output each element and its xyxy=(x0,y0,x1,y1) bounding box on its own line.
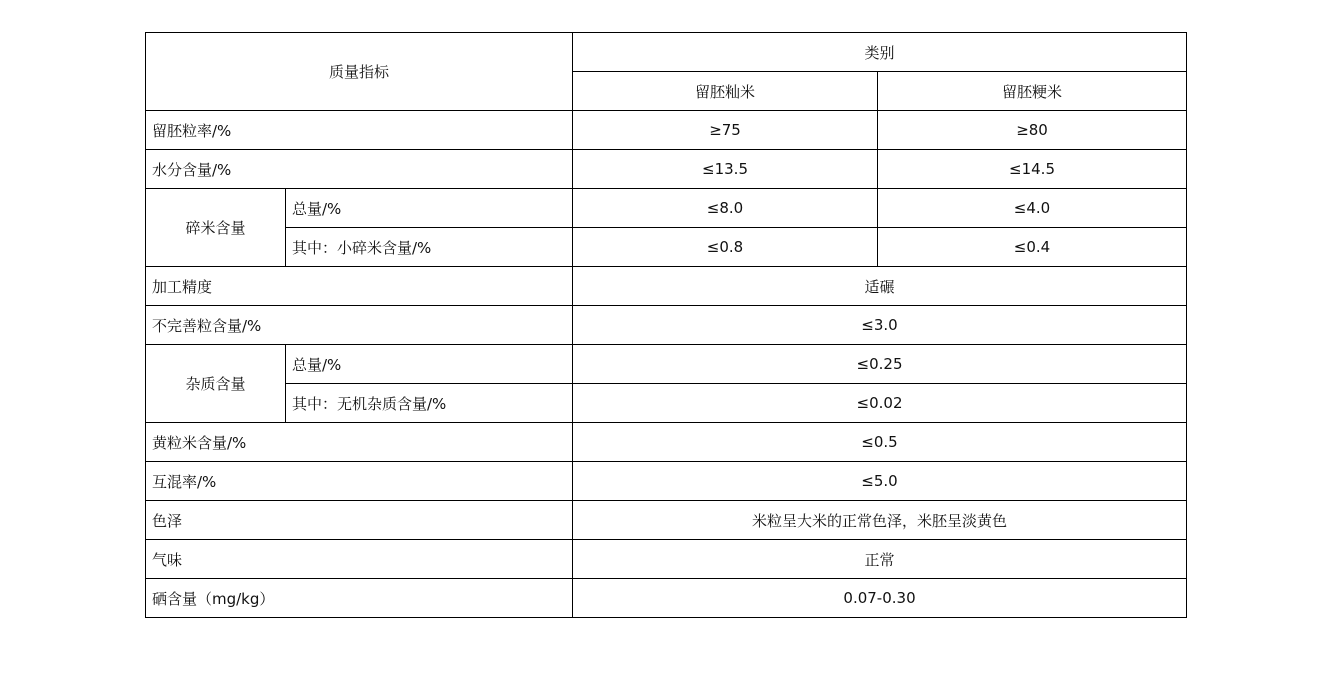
cell-value: ≤3.0 xyxy=(573,306,1187,345)
row-label: 不完善粒含量/% xyxy=(146,306,573,345)
row-sublabel: 其中：小碎米含量/% xyxy=(286,228,573,267)
row-label: 黄粒米含量/% xyxy=(146,423,573,462)
table-row xyxy=(146,306,1187,345)
cell-value: ≤13.5 xyxy=(573,150,878,189)
table-row xyxy=(146,150,1187,189)
table-row xyxy=(146,228,1187,267)
cell-value: ≥75 xyxy=(573,111,878,150)
row-label: 气味 xyxy=(146,540,573,579)
header-indica-rice: 留胚籼米 xyxy=(573,72,878,111)
cell-value: 0.07-0.30 xyxy=(573,579,1187,618)
row-label: 水分含量/% xyxy=(146,150,573,189)
row-label: 色泽 xyxy=(146,501,573,540)
table-header-row xyxy=(146,33,1187,72)
cell-value: ≤0.4 xyxy=(878,228,1187,267)
row-label: 加工精度 xyxy=(146,267,573,306)
table-row xyxy=(146,579,1187,618)
cell-value: ≤0.02 xyxy=(573,384,1187,423)
header-japonica-rice: 留胚粳米 xyxy=(878,72,1187,111)
row-sublabel: 总量/% xyxy=(286,189,573,228)
table-row xyxy=(146,345,1187,384)
cell-value: ≤5.0 xyxy=(573,462,1187,501)
table-row xyxy=(146,423,1187,462)
table-row xyxy=(146,111,1187,150)
table-row xyxy=(146,501,1187,540)
cell-value: ≤8.0 xyxy=(573,189,878,228)
header-quality-index: 质量指标 xyxy=(146,33,573,111)
quality-standard-table xyxy=(145,32,1187,618)
header-category: 类别 xyxy=(573,33,1187,72)
cell-value: ≥80 xyxy=(878,111,1187,150)
row-label: 硒含量（mg/kg） xyxy=(146,579,573,618)
cell-value: 正常 xyxy=(573,540,1187,579)
row-sublabel: 其中：无机杂质含量/% xyxy=(286,384,573,423)
table-row xyxy=(146,189,1187,228)
row-sublabel: 总量/% xyxy=(286,345,573,384)
cell-value: ≤4.0 xyxy=(878,189,1187,228)
row-label: 互混率/% xyxy=(146,462,573,501)
cell-value: ≤0.5 xyxy=(573,423,1187,462)
row-label: 留胚粒率/% xyxy=(146,111,573,150)
table-row xyxy=(146,384,1187,423)
table-row xyxy=(146,540,1187,579)
cell-value: ≤14.5 xyxy=(878,150,1187,189)
cell-value: 适碾 xyxy=(573,267,1187,306)
cell-value: ≤0.25 xyxy=(573,345,1187,384)
row-group-label: 碎米含量 xyxy=(146,189,286,267)
table-row xyxy=(146,267,1187,306)
row-group-label: 杂质含量 xyxy=(146,345,286,423)
table-row xyxy=(146,462,1187,501)
cell-value: ≤0.8 xyxy=(573,228,878,267)
cell-value: 米粒呈大米的正常色泽，米胚呈淡黄色 xyxy=(573,501,1187,540)
